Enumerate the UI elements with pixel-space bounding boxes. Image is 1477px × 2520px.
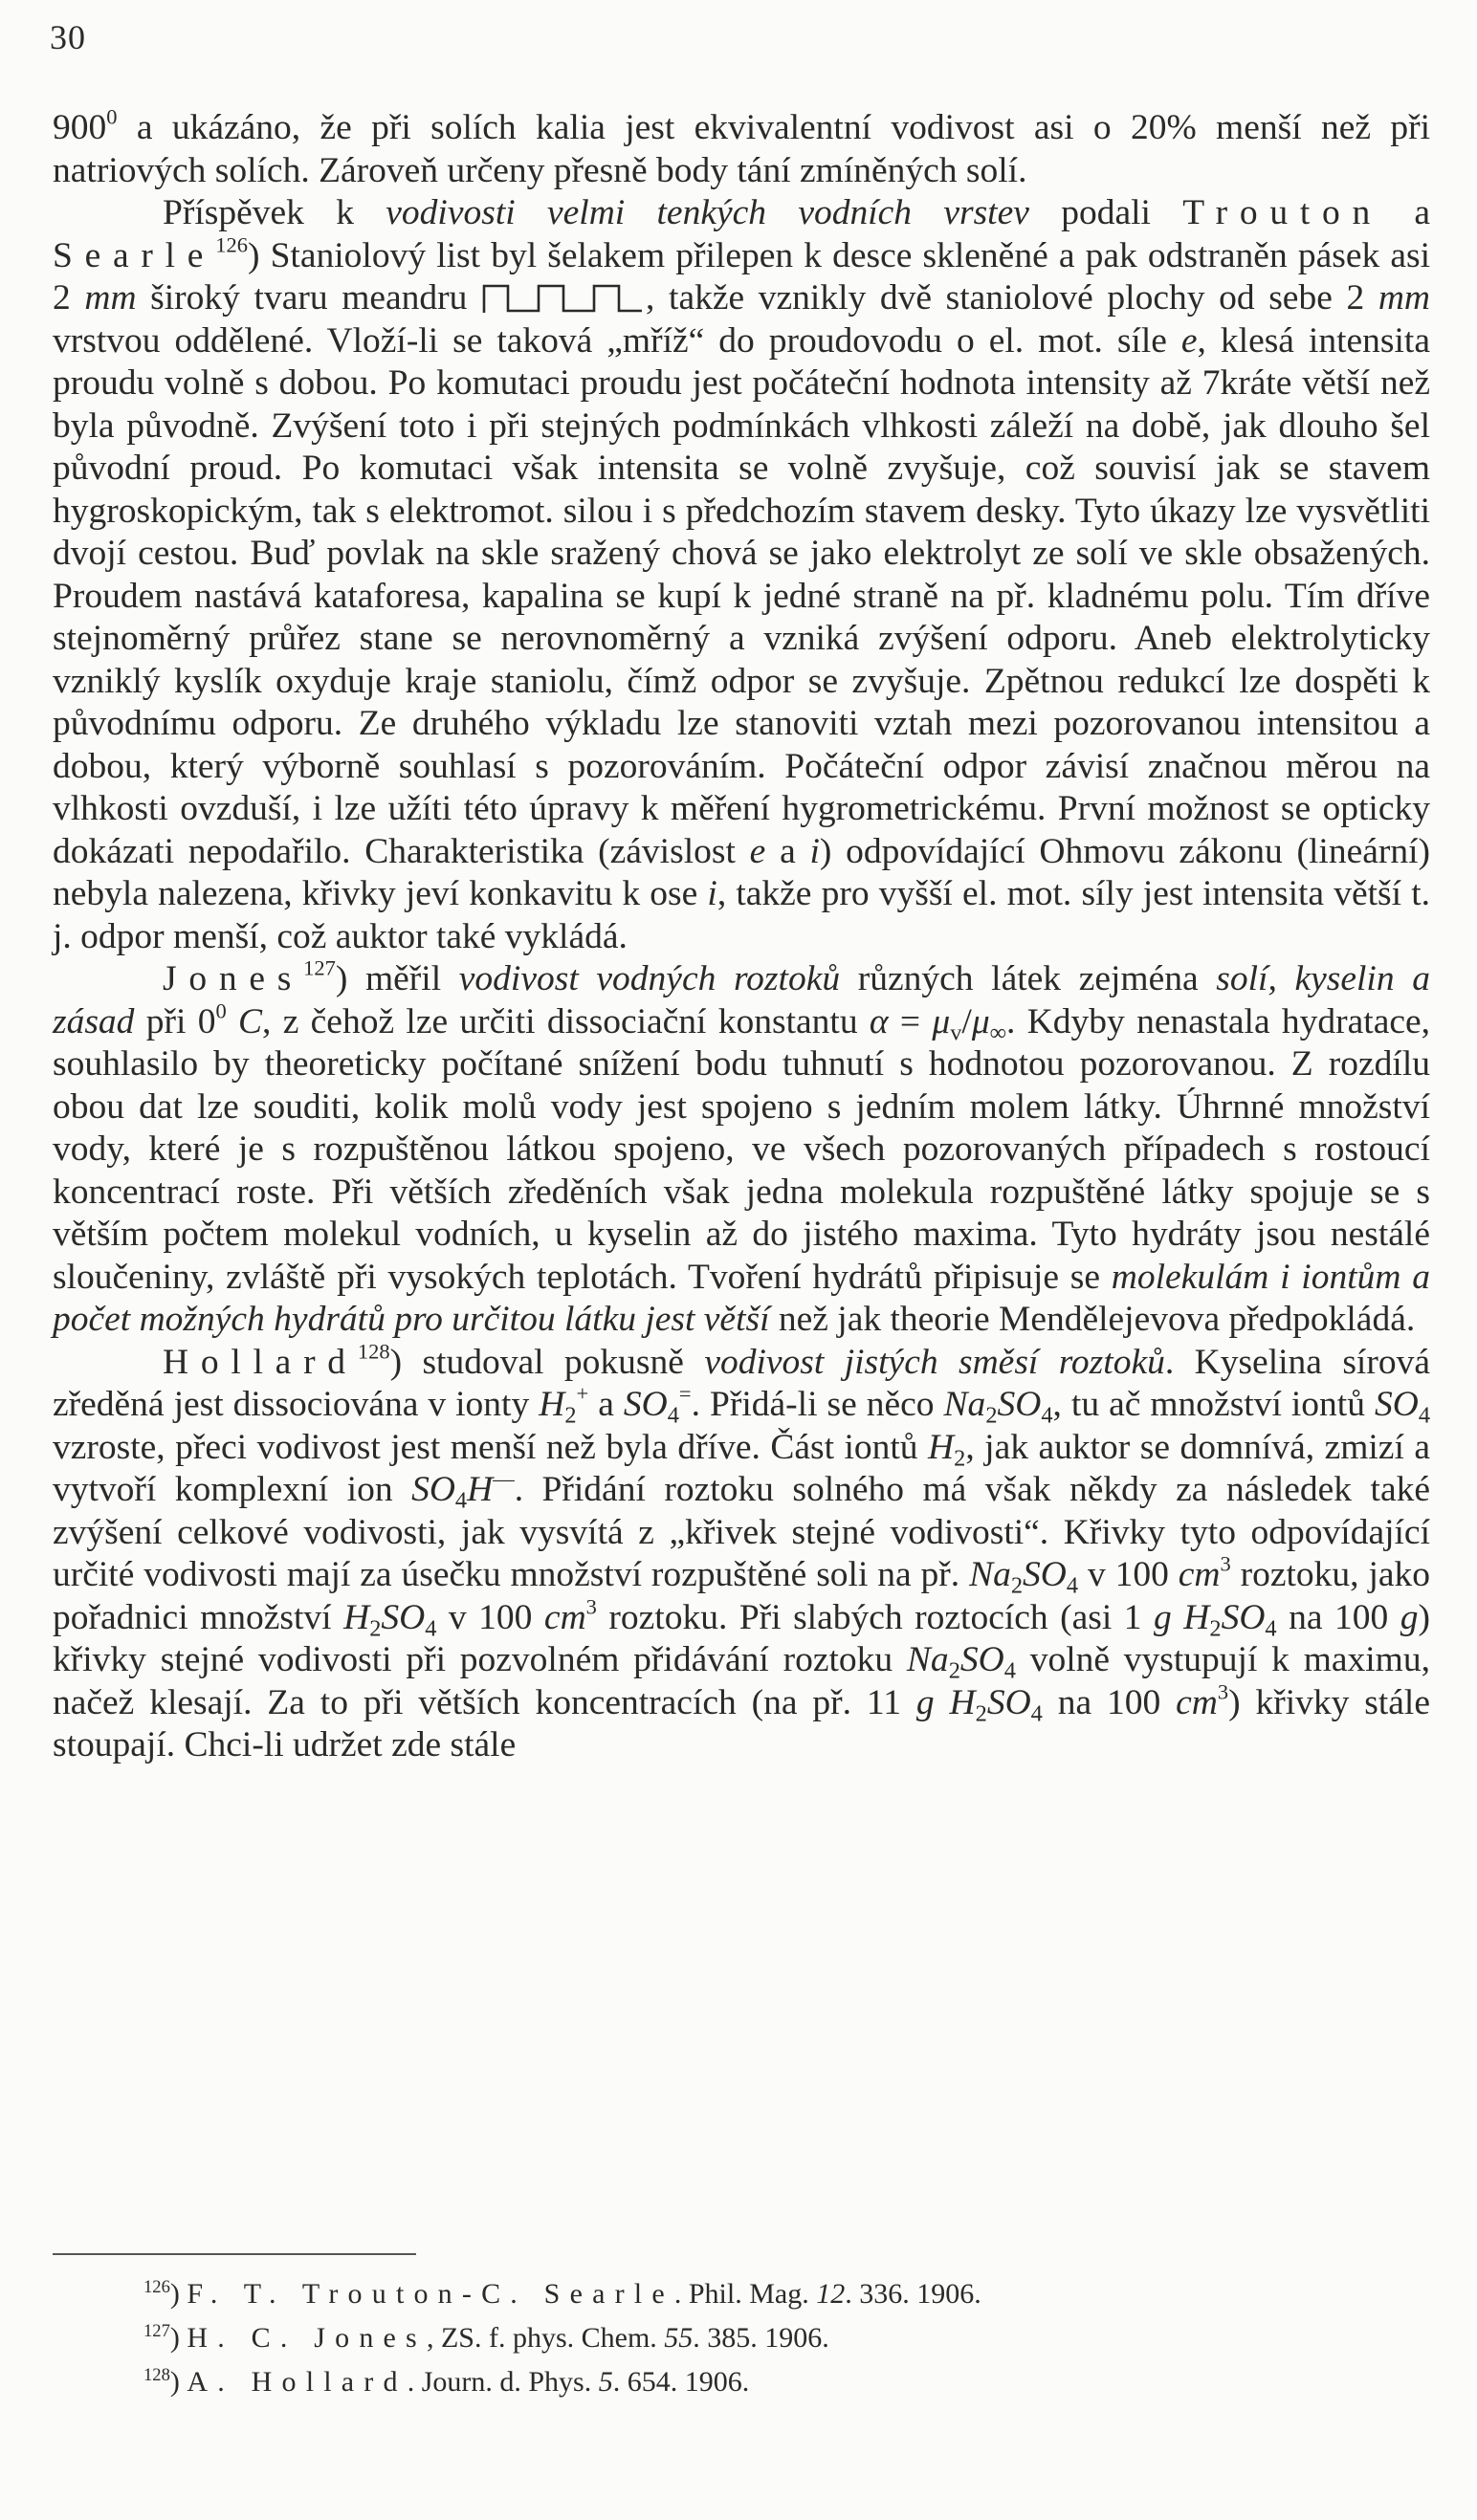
author-searle: Searle: [53, 235, 216, 275]
paragraph-1: $900^0$ a ukázáno, že při solích kalia jest ekvivalentní vodivost asi o 20% menší než při natriových solích. Zároveň určeny přesně body tání zmíněných solí.: [53, 104, 1430, 190]
footnote-127: $^{127}$) H. C. Jones, ZS. f. phys. Chem. 55. 385. 1906.: [143, 2321, 829, 2355]
paragraph-2: Příspěvek k vodivosti velmi tenkých vodních vrstev podali Trouton a Searle$^{126}$) Staniolový list byl šelakem přilepen k desce skleněné a pak odstraněn pásek asi 2 mm široký tvaru meandru , takže vznikly dvě staniolové plochy od sebe 2 mm vrstvou oddělené. Vloží-li se taková „mříž“ do proudovodu o el. mot. síle e, klesá intensita proudu volně s dobou. Po komutaci proudu jest počáteční hodnota intensity až 7kráte větší než byla původně. Zvýšení toto i při stejných podmínkách vlhkosti záleží na době, jak dlouho šel původní proud. Po komutaci však intensita se volně zvyšuje, což souvisí jak se stavem hygroskopickým, tak s elektromot. silou i s předchozím stavem desky. Tyto úkazy lze vysvětliti dvojí cestou. Buď povlak na skle sražený chová se jako elektrolyt ze solí ve skle obsažených. Proudem nastává kataforesa, kapalina se kupí k jedné straně na př. kladnému polu. Tím dříve stejnoměrný průřez stane se nerovnoměrný a vzniká zvýšení odporu. Aneb elektrolyticky vzniklý kyslík oxyduje kraje staniolu, čímž odpor se zvyšuje. Zpětnou redukcí lze dospěti k původnímu odporu. Ze druhého výkladu lze stanoviti vztah mezi pozorovanou intensitou a dobou, který výborně souhlasí s pozorováním. Počáteční odpor závisí značnou měrou na vlhkosti ovzduší, i lze užíti této úpravy k měření hygrometrickému. První možnost se opticky dokázati nepodařilo. Charakteristika (závislost e a i) odpovídající Ohmovu zákonu (lineární) nebyla nalezena, křivky jeví konkavitu k ose i, takže pro vyšší el. mot. síly jest intensita větší t. j. odpor menší, což auktor také vykládá.: [53, 193, 1431, 956]
footnote-128: $^{128}$) A. Hollard. Journ. d. Phys. 5. 654. 1906.: [143, 2365, 750, 2399]
footnote-divider: [53, 2253, 416, 2255]
author-hollard: Hollard: [163, 1342, 358, 1382]
body-text: [53, 104, 1431, 1767]
author-trouton: Trouton: [1182, 193, 1383, 232]
paragraph-3: Jones$^{127}$) měřil vodivost vodných roztoků různých látek zejména solí, kyselin a zásad při $0^0$ C, z čehož lze určiti dissociační konstantu $\alpha = \mu_v/\mu_\infty$. Kdyby nenastala hydratace, souhlasilo by theoreticky počítané snížení bodu tuhnutí s hodnotou pozorovanou. Z rozdílu obou dat lze souditi, kolik molů vody jest spojeno s jedním molem látky. Úhrnné množství vody, které je s rozpuštěnou látkou spojeno, ve všech pozorovaných případech s rostoucí koncentrací roste. Při větších zředěních však jedna molekula rozpuštěné látky spojuje se s větším počtem molekul vodních, u kyselin až do jistého maxima. Tyto hydráty jsou nestálé sloučeniny, zvláště při vysokých teplotách. Tvoření hydrátů připisuje se molekulám i iontům a počet možných hydrátů pro určitou látku jest větší než jak theorie Mendělejevova předpokládá.: [53, 955, 1431, 1339]
footnote-126: $^{126}$) F. T. Trouton-C. Searle. Phil. Mag. 12. 336. 1906.: [143, 2277, 981, 2311]
paragraph-4: Hollard$^{128}$) studoval pokusně vodivost jistých směsí roztoků. Kyselina sírová zředěná jest dissociována v ionty $H_2^+$ a $SO_4^=$. Přidá-li se něco $Na_2SO_4$, tu ač množství iontů $SO_4$ vzroste, přeci vodivost jest menší než byla dříve. Část iontů $H_2$, jak auktor se domnívá, zmizí a vytvoří komplexní ion $SO_4H^—$. Přidání roztoku solného má však někdy za následek také zvýšení celkové vodivosti, jak vysvítá z „křivek stejné vodivosti“. Křivky tyto odpovídající určité vodivosti mají za úsečku množství rozpuštěné soli na př. $Na_2SO_4$ v 100 $cm^3$ roztoku, jako pořadnici množství $H_2SO_4$ v 100 $cm^3$ roztoku. Při slabých roztocích (asi 1 g $H_2SO_4$ na 100 g) křivky stejné vodivosti při pozvolném přidávání roztoku $Na_2SO_4$ volně vystupují k maximu, načež klesají. Za to při větších koncentracích (na př. 11 g $H_2SO_4$ na 100 $cm^3$) křivky stále stoupají. Chci-li udržet zde stále: [53, 1338, 1431, 1764]
page-number: 30: [50, 18, 86, 56]
author-jones: Jones: [163, 959, 304, 998]
footnotes: [143, 2268, 981, 2400]
meander-icon: [481, 282, 646, 315]
